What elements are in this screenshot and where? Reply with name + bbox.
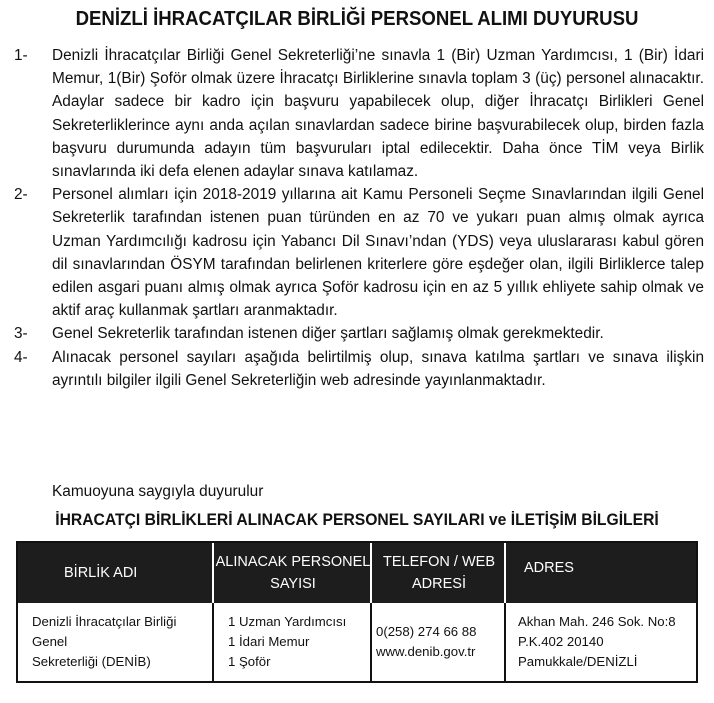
page-title: DENİZLİ İHRACATÇILAR BİRLİĞİ PERSONEL ALIMI DUYURUSU [75, 8, 639, 30]
cell-union [32, 603, 208, 681]
union-name-line1: Denizli İhracatçılar Birliği Genel [32, 614, 177, 649]
header-union-label: BİRLİK ADI [64, 565, 138, 581]
list-item [14, 346, 704, 392]
header-contact-line1: TELEFON / WEB [383, 554, 495, 570]
column-divider [212, 603, 214, 681]
phone-number: 0(258) 274 66 88 [376, 624, 477, 639]
column-divider [370, 543, 372, 603]
column-divider [504, 603, 506, 681]
list-item [14, 322, 704, 345]
header-union [64, 543, 214, 603]
list-item [14, 44, 704, 183]
item-text: Personel alımları için 2018-2019 yıllarına ait Kamu Personeli Seçme Sınavlarından ilgili Genel Sekreterlik tarafından istenen puan türünden en az 70 ve yukarı puan almış olmak ayrıca Uzman Yardımcılığı kadrosu için Yabancı Dil Sınavı’ndan (YDS) veya uluslararası kabul gören dil sınavlarından ÖSYM tarafından belirlenen kriterlere göre eşdeğer olan, ilgili Birliklerce talep edilen asgari puanı almış olmak ayrıca Şoför kadrosu için en az 5 yıllık ehliyete sahip olmak ve aktif araç kullanmak şartları aranmaktadır. [52, 186, 704, 320]
header-address [524, 543, 684, 603]
union-name-line2: Sekreterliği (DENİB) [32, 654, 151, 669]
column-divider [212, 543, 214, 603]
address-line: P.K.402 20140 [518, 634, 604, 649]
header-address-label: ADRES [524, 560, 574, 576]
cell-address [518, 603, 692, 681]
item-text: Denizli İhracatçılar Birliği Genel Sekreterliği’ne sınavla 1 (Bir) Uzman Yardımcısı, 1 (Bir) İdari Memur, 1(Bir) Şoför olmak üzere İhracatçı Birliklerine sınavla toplam 3 (üç) personel alınacaktır. Adaylar sadece bir kadro için başvuru yapabilecek olup, diğer İhracatçı Birlikleri Genel Sekreterliklerince aynı anda açılan sınavlardan sadece birine başvurabilecek olup, birden fazla başvuru durumunda adayın tüm başvuruları iptal edilecektir. Daha önce TİM veya Birlik sınavlarında iki defa elenen adaylar sınava katılamaz. [52, 47, 704, 181]
item-number: 2- [14, 186, 28, 204]
staff-item: 1 Uzman Yardımcısı [228, 614, 347, 629]
list-item [14, 183, 704, 322]
item-number: 1- [14, 47, 28, 64]
cell-staff [228, 603, 368, 681]
item-number: 3- [14, 325, 28, 343]
address-line: Akhan Mah. 246 Sok. No:8 [518, 614, 676, 629]
cell-contact [376, 603, 502, 681]
staff-item: 1 İdari Memur [228, 634, 310, 649]
item-text: Genel Sekreterlik tarafından istenen diğer şartları sağlamış olmak gerekmektedir. [52, 325, 604, 343]
web-address-link[interactable]: www.denib.gov.tr [376, 644, 476, 659]
header-staff-line2: SAYISI [270, 576, 316, 592]
table-title: İHRACATÇI BİRLİKLERİ ALINACAK PERSONEL SAYILARI ve İLETİŞİM BİLGİLERİ [55, 511, 659, 529]
column-divider [370, 603, 372, 681]
column-divider [504, 543, 506, 603]
staff-item: 1 Şoför [228, 654, 271, 669]
item-text: Alınacak personel sayıları aşağıda belirtilmiş olup, sınava katılma şartları ve sınava ilişkin ayrıntılı bilgiler ilgili Genel Sekreterliğin web adresinde yayınlanmaktadır. [52, 348, 704, 389]
header-contact [372, 543, 506, 603]
header-staff-line1: ALINACAK PERSONEL [215, 554, 371, 570]
personnel-table [16, 541, 698, 683]
item-number: 4- [14, 348, 28, 366]
announcement-list [14, 44, 704, 392]
table-header [18, 543, 696, 603]
header-staff [214, 543, 372, 603]
header-contact-line2: ADRESİ [412, 576, 466, 592]
closing-text: Kamuoyuna saygıyla duyurulur [52, 483, 264, 500]
address-line: Pamukkale/DENİZLİ [518, 654, 638, 669]
